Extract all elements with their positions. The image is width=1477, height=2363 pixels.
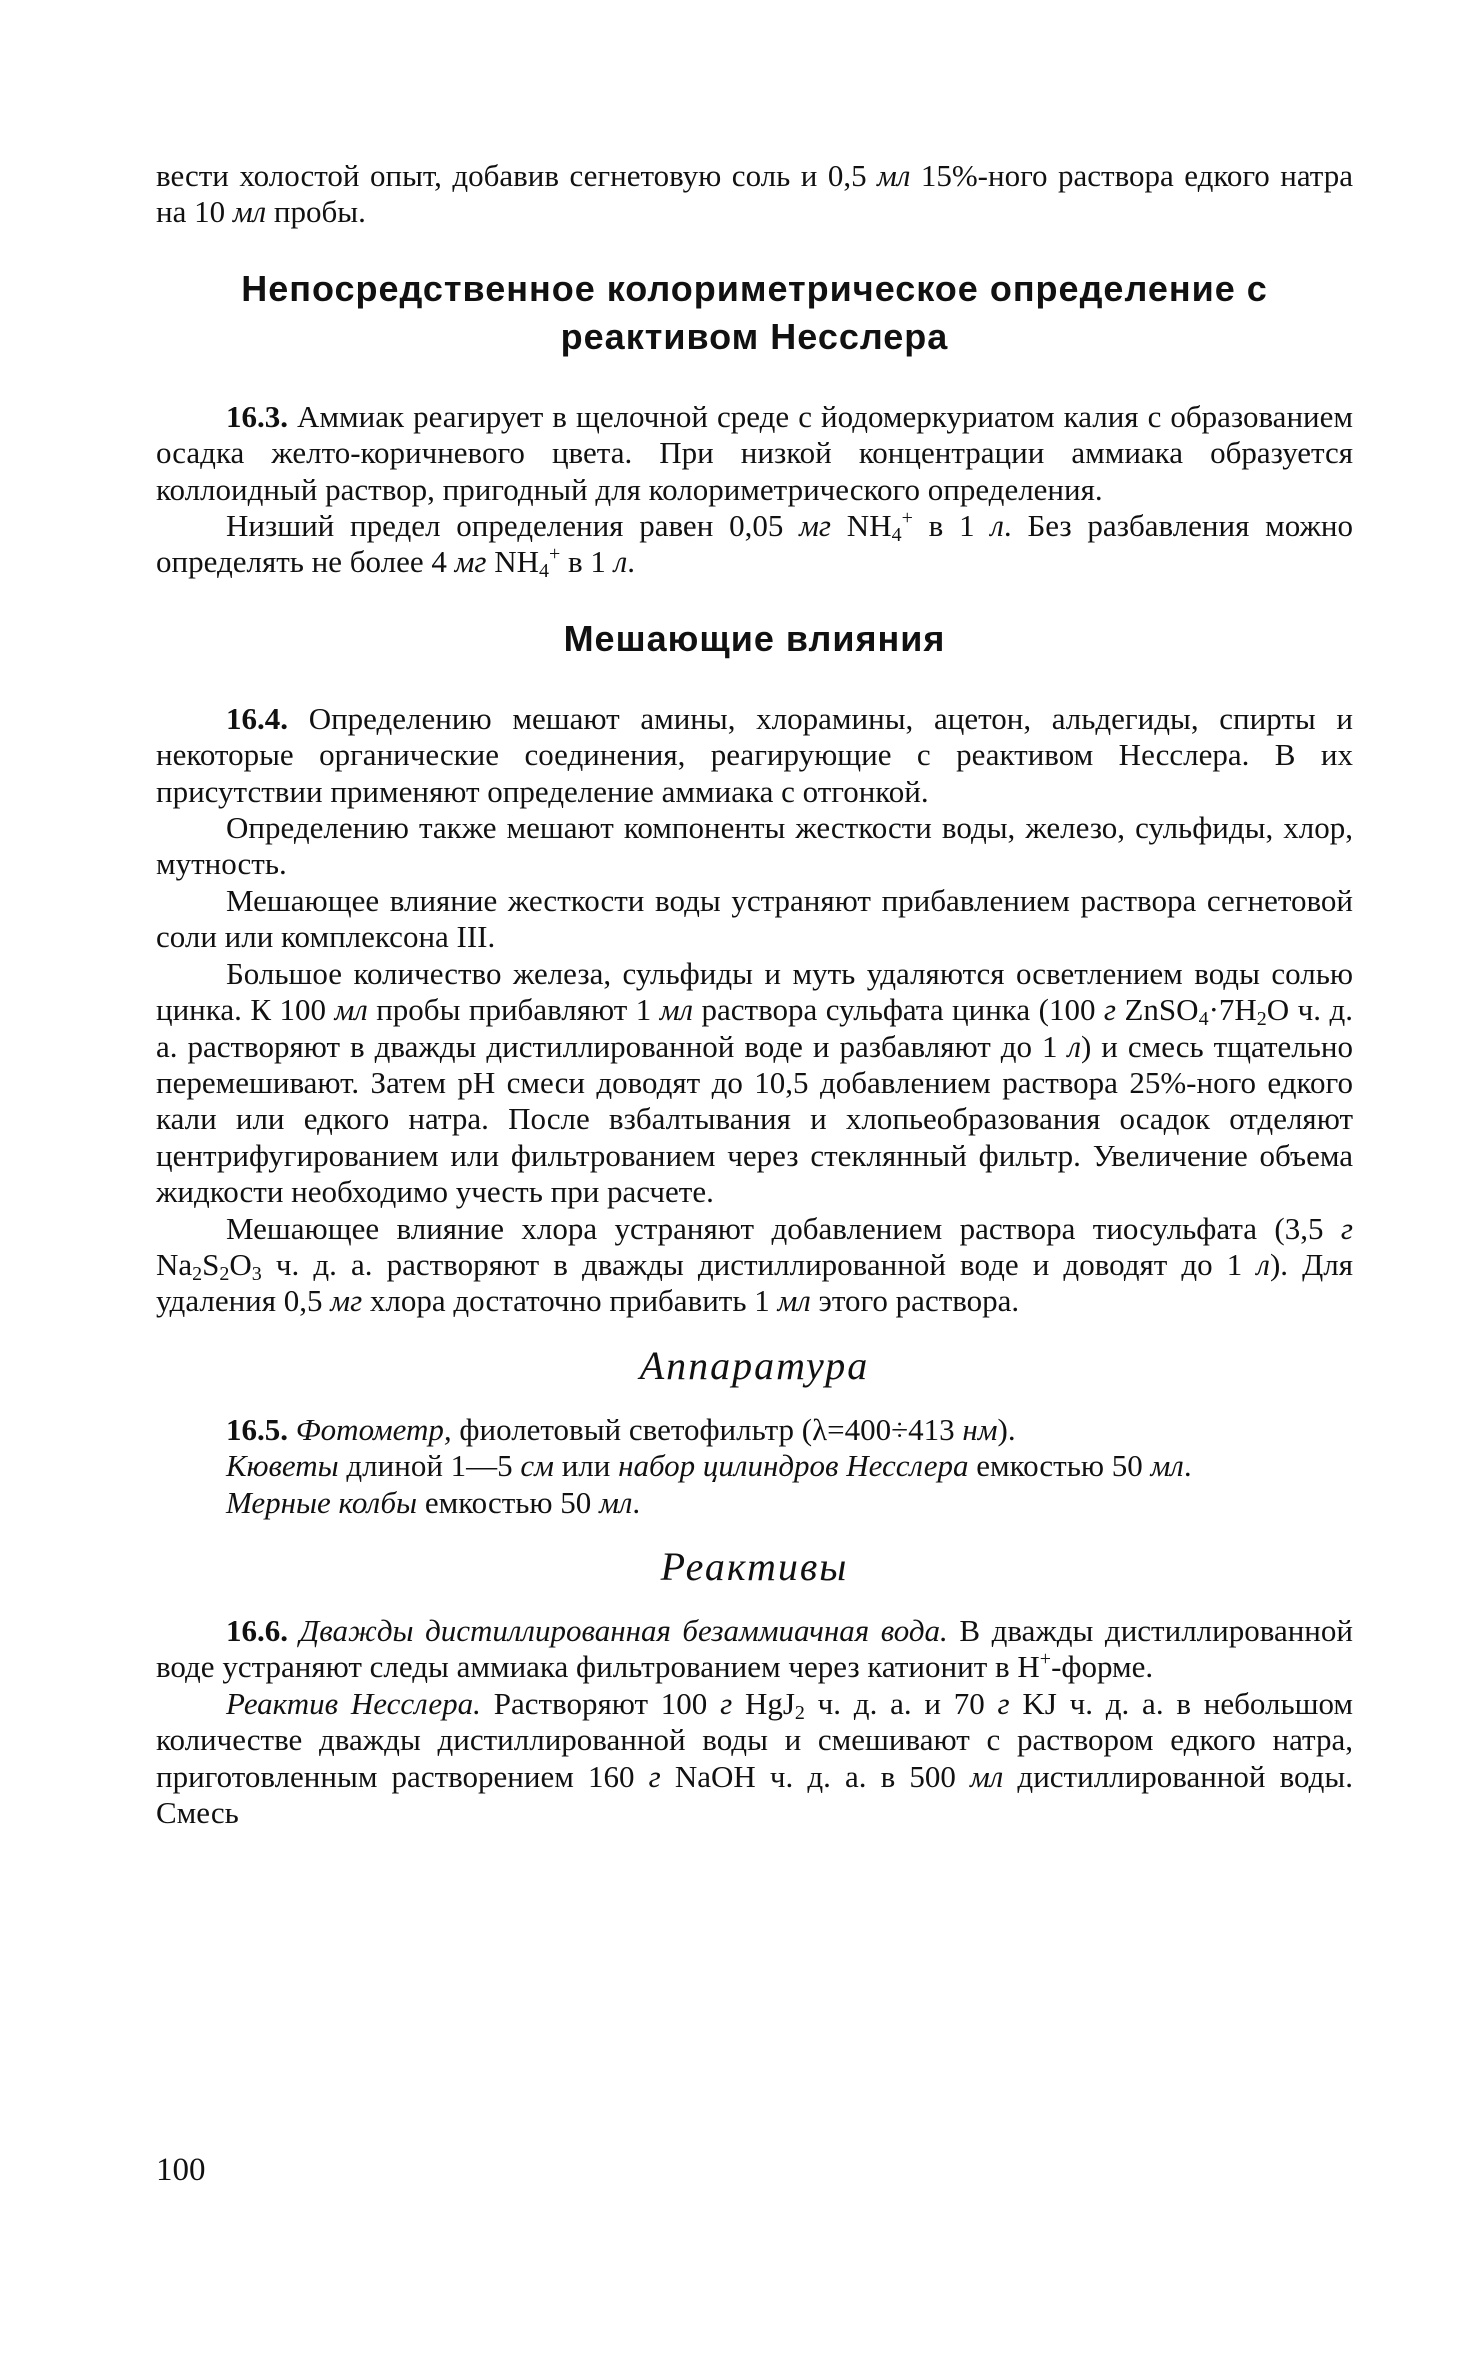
section-title-interference: Мешающие влияния [563,617,946,659]
text: длиной 1—5 [338,1448,521,1484]
paragraph-16-6 [156,1613,1353,1686]
text: 15%-ного раствора едкого натра на 10 [156,158,1353,230]
unit: г [997,1685,1010,1721]
paragraph-number: 16.5. [226,1411,288,1447]
paragraph-cuvettes [156,1448,1353,1484]
unit: мг [330,1283,363,1319]
text: ) и смесь тщательно перемешивают. Затем pH смеси доводят до 10,5 добавлением раствора 25%-ного едкого кали или едкого натра. После взбалтывания и хлопьеобразования осадок отделяют центрифугированием или фильтрованием через стеклянный фильтр. Увеличение объема жидкости необходимо учесть при расчете. [156,1028,1353,1210]
text: Большое количество железа, сульфиды и муть удаляются осветлением воды солью цинка. К 100 [156,955,1353,1028]
subscript: 2 [794,1701,805,1724]
term: Реактив Несслера. [226,1685,481,1721]
unit: мл [232,194,267,230]
unit: мл [777,1283,811,1319]
formula: NH [486,544,540,580]
formula: HgJ [732,1685,795,1721]
unit: г [1340,1210,1353,1246]
text: Низший предел определения равен 0,05 [226,508,800,544]
formula: S [202,1246,220,1282]
text: хлора достаточно прибавить 1 [362,1283,778,1319]
subscript: 3 [251,1262,262,1285]
term: Кюветы [226,1448,339,1484]
text: -форме. [1051,1649,1154,1685]
text: пробы прибавляют 1 [367,992,660,1028]
paragraph-number: 16.4. [226,700,288,736]
subscript: 2 [219,1262,230,1285]
unit: мл [1150,1448,1184,1484]
paragraph-hardness-components: Определению также мешают компоненты жесткости воды, железо, сульфиды, хлор, мутность. [156,810,1353,882]
text: Аммиак реагирует в щелочной среде с йодомеркуриатом калия с образованием осадка желто-коричневого цвета. При низкой концентрации аммиака образуется коллоидный раствор, пригодный для колориметрического определения. [156,398,1353,507]
unit: мл [970,1758,1004,1794]
text: . [632,1484,641,1520]
term: Дважды дистиллированная безаммиачная вода. [288,1612,948,1648]
paragraph-16-3 [156,399,1353,508]
text: ч. д. а. растворяют в дважды дистиллированной воде и разбавляют до 1 [156,992,1353,1064]
text: этого раствора. [810,1283,1020,1319]
formula: O [1266,992,1290,1028]
text: Мешающее влияние хлора устраняют добавлением раствора тиосульфата (3,5 [226,1210,1341,1246]
page-number: 100 [156,2152,206,2188]
text: KJ ч. д. а. в небольшом количестве дважды дистиллированной воды и смешивают с раствором едкого натра, приготовленным растворением 160 [156,1685,1353,1794]
text: Растворяют 100 [480,1685,721,1721]
paragraph-flasks [156,1485,1353,1521]
text: ч. д. а. и 70 [804,1685,998,1721]
section-title-nessler: Непосредственное колориметрическое определение с реактивом Несслера [241,267,1268,357]
term: набор цилиндров Несслера [618,1448,969,1484]
subscript: 2 [1256,1008,1267,1031]
paragraph-number: 16.3. [226,398,288,434]
unit: л [1067,1028,1081,1064]
unit: л [613,544,628,580]
text: емкостью 50 [417,1484,600,1520]
text: емкостью 50 [968,1448,1151,1484]
text: В дважды дистиллированной воде устраняют следы аммиака фильтрованием через катионит в H [156,1612,1353,1685]
intro-paragraph [156,158,1353,231]
text: или [553,1448,619,1484]
text: . Без разбавления можно определять не более 4 [156,508,1354,580]
formula: Na [156,1246,193,1282]
superscript: + [1039,1648,1052,1671]
superscript: + [901,507,913,530]
unit: л [990,508,1004,544]
subscript: 4 [1198,1008,1209,1031]
unit: мл [599,1484,633,1520]
paragraph-detection-limit [156,508,1353,581]
paragraph-chlorine-removal [156,1211,1353,1320]
text: ). [997,1411,1016,1447]
term: Мерные колбы [226,1484,418,1520]
unit: г [1103,992,1117,1028]
unit: см [520,1448,554,1484]
text: . [627,544,635,580]
unit: г [720,1685,733,1721]
unit: нм [962,1411,998,1447]
text: в 1 [560,544,614,580]
text: . [1183,1448,1192,1484]
paragraph-nessler-reagent [156,1686,1353,1832]
paragraph-iron-removal [156,956,1353,1211]
formula: ZnSO [1116,992,1199,1028]
unit: мг [454,544,487,580]
paragraph-16-5 [156,1412,1353,1448]
formula: ·7H [1208,992,1257,1028]
superscript: + [549,543,561,566]
subscript: 2 [192,1262,203,1285]
formula: NH [831,508,892,544]
section-title-reagents: Реактивы [660,1543,849,1589]
text: фиолетовый светофильтр (λ=400÷413 [451,1411,963,1447]
paragraph-16-4 [156,701,1353,810]
unit: мл [659,992,694,1028]
subscript: 4 [539,560,550,583]
text: ч. д. а. растворяют в дважды дистиллированной воде и доводят до 1 [261,1246,1257,1282]
text: пробы. [266,194,366,230]
section-title-apparatus: Аппаратура [639,1342,870,1388]
unit: л [1256,1246,1270,1282]
text: NaOH ч. д. а. в 500 [660,1758,970,1794]
subscript: 4 [891,524,902,547]
text: раствора сульфата цинка (100 [693,992,1104,1028]
unit: мг [799,508,832,544]
text: дистиллированной воды. Смесь [156,1758,1353,1830]
formula: O [229,1246,252,1282]
unit: мл [877,158,911,193]
text: в 1 [912,508,991,544]
paragraph-number: 16.6. [226,1612,288,1648]
unit: г [648,1758,661,1794]
text: ). Для удаления 0,5 [156,1246,1353,1319]
paragraph-hardness-removal: Мешающее влияние жесткости воды устраняют прибавлением раствора сегнетовой соли или комплексона III. [156,882,1353,955]
text: Определению мешают амины, хлорамины, ацетон, альдегиды, спирты и некоторые органические соединения, реагирующие с реактивом Несслера. В их присутствии применяют определение аммиака с отгонкой. [156,700,1353,809]
text: вести холостой опыт, добавив сегнетовую соль и 0,5 [156,158,878,193]
term: Фотометр, [288,1411,452,1447]
unit: мл [334,992,368,1028]
